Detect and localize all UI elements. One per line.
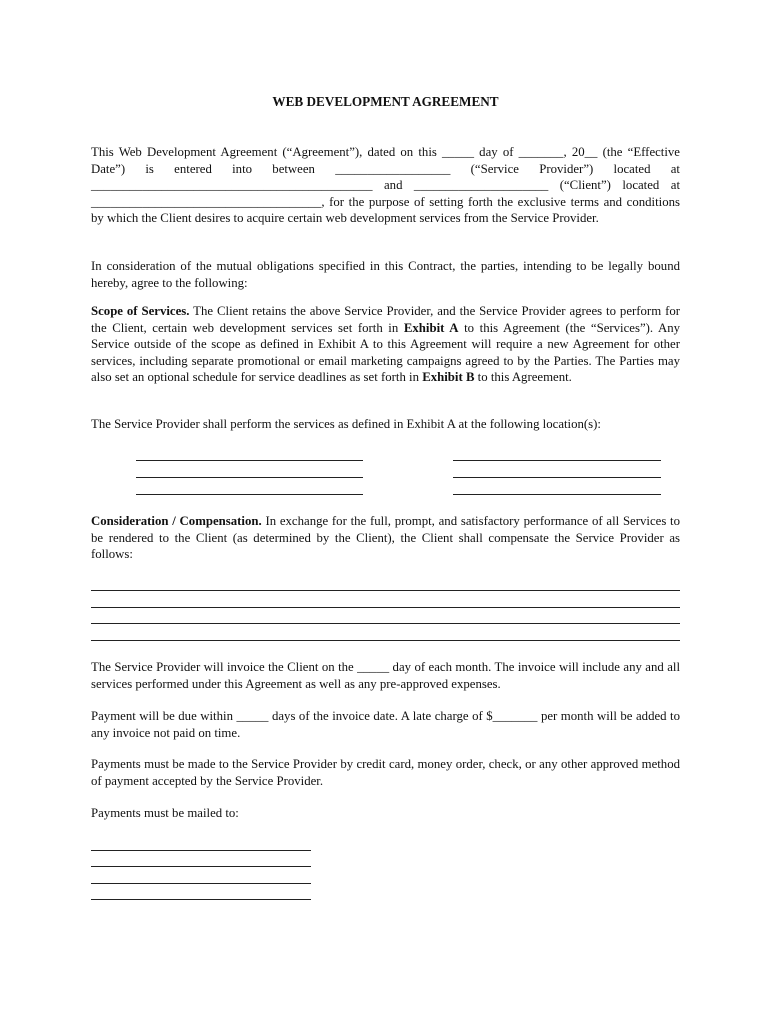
mailing-address-line[interactable]: [91, 850, 311, 851]
mailing-address-line[interactable]: [91, 866, 311, 867]
mailing-address-line[interactable]: [91, 899, 311, 900]
compensation-heading: Consideration / Compensation.: [91, 514, 262, 528]
invoice-paragraph: The Service Provider will invoice the Client on the _____ day of each month. The invoice will include any and all services performed under this Agreement as well as any pre-approved expenses.: [91, 660, 680, 691]
location-line[interactable]: [136, 460, 363, 461]
scope-text-3: to this Agreement.: [474, 370, 572, 385]
mailed-paragraph: Payments must be mailed to:: [91, 806, 239, 820]
exhibit-a-ref: Exhibit A: [403, 320, 459, 335]
compensation-line[interactable]: [91, 640, 680, 641]
compensation-line[interactable]: [91, 607, 680, 608]
location-line[interactable]: [453, 460, 661, 461]
location-line[interactable]: [453, 494, 661, 495]
consideration-intro-paragraph: In consideration of the mutual obligations specified in this Contract, the parties, intending to be legally bound hereby, agree to the following:: [91, 259, 680, 290]
scope-of-services-paragraph: [91, 303, 680, 386]
payment-method-paragraph: Payments must be made to the Service Provider by credit card, money order, check, or any other approved method of payment accepted by the Service Provider.: [91, 757, 680, 788]
payment-due-paragraph: Payment will be due within _____ days of the invoice date. A late charge of $_______ per month will be added to any invoice not paid on time.: [91, 709, 680, 740]
mailing-address-line[interactable]: [91, 883, 311, 884]
scope-text-1: The Client retains the above Service Provider, and the Service Provider agrees to perform for the Client, certain web development services set forth in: [91, 304, 680, 335]
compensation-paragraph: [91, 513, 680, 563]
location-paragraph: The Service Provider shall perform the services as defined in Exhibit A at the following location(s):: [91, 417, 601, 431]
exhibit-b-ref: Exhibit B: [422, 370, 475, 385]
document-title: WEB DEVELOPMENT AGREEMENT: [272, 94, 499, 109]
location-line[interactable]: [453, 477, 661, 478]
compensation-line[interactable]: [91, 590, 680, 591]
intro-paragraph: This Web Development Agreement (“Agreement”), dated on this _____ day of _______, 20__ (the “Effective Date”) is entered into between __________________ (“Service Provider”) located at ____________________________________________ and _____________________ (“Client”) located at ____________________________________, for the purpose of setting forth the exclusive terms and conditions by which the Client desires to acquire certain web development services from the Service Provider.: [91, 145, 680, 226]
location-line[interactable]: [136, 477, 363, 478]
scope-text-2: to this Agreement (the “Services”). Any Service outside of the scope as defined in Exhibit A to this Agreement will require a new Agreement for other services, including separate promotional or email marketing campaigns agreed to by the Parties. The Parties may also set an optional schedule for service deadlines as set forth in: [91, 320, 680, 385]
compensation-text: In exchange for the full, prompt, and satisfactory performance of all Services to be rendered to the Client (as determined by the Client), the Client shall compensate the Service Provider as follows:: [91, 514, 681, 562]
location-line[interactable]: [136, 494, 363, 495]
compensation-line[interactable]: [91, 623, 680, 624]
scope-heading: Scope of Services.: [91, 304, 190, 318]
